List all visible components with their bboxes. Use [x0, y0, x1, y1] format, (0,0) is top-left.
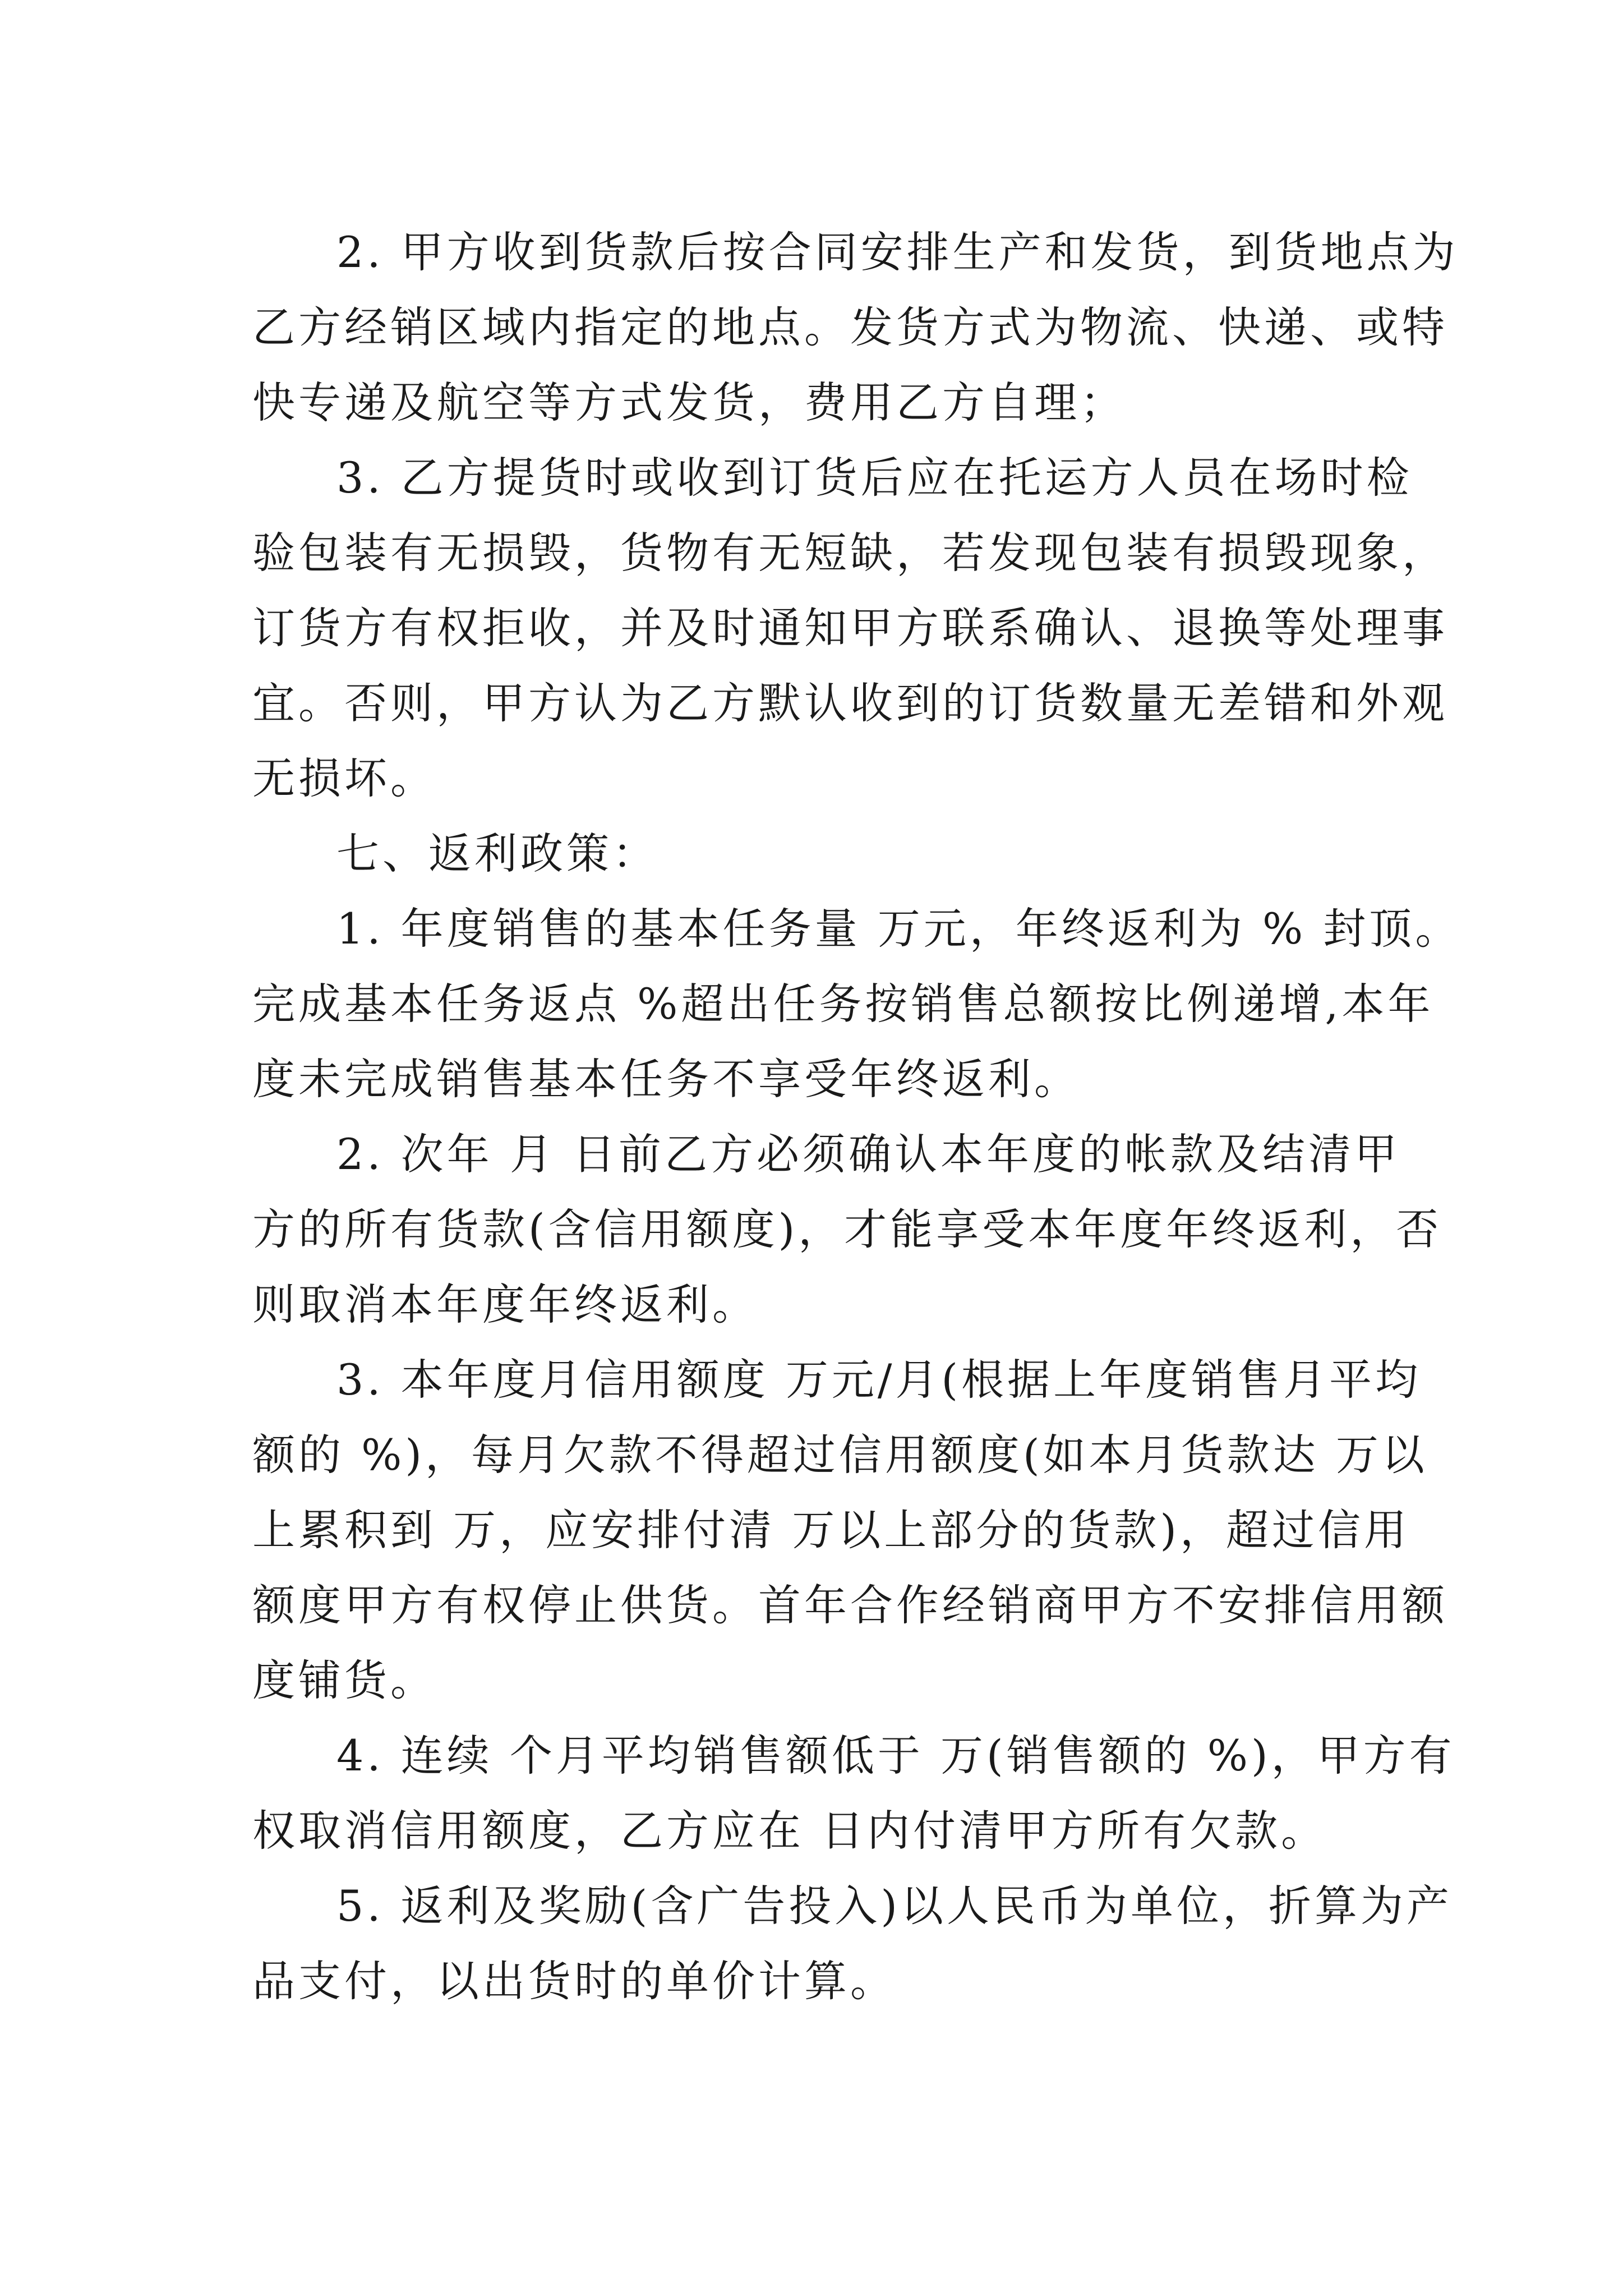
- text-line: 4. 连续 个月平均销售额低于 万(销售额的 %)，甲方有: [336, 1731, 1455, 1780]
- text-line: 则取消本年度年终返利。: [252, 1280, 758, 1329]
- text-line: 无损坏。: [252, 753, 436, 803]
- paragraph-delivery: [252, 215, 1459, 440]
- text-line: 3. 本年度月信用额度 万元/月(根据上年度销售月平均: [336, 1355, 1422, 1405]
- text-line: 订货方有权拒收，并及时通知甲方联系确认、退换等处理事: [252, 603, 1448, 653]
- paragraph-rebate-1: [252, 891, 1461, 1117]
- text-line: 1. 年度销售的基本任务量 万元，年终返利为 % 封顶。: [336, 904, 1461, 954]
- section-heading: 七、返利政策：: [336, 829, 658, 878]
- text-line: 方的所有货款(含信用额度)，才能享受本年度年终返利，否: [252, 1204, 1442, 1254]
- text-line: 2. 甲方收到货款后按合同安排生产和发货，到货地点为: [336, 227, 1459, 277]
- text-line: 额度甲方有权停止供货。首年合作经销商甲方不安排信用额: [252, 1580, 1448, 1630]
- text-line: 完成基本任务返点 %超出任务按销售总额按比例递增,本年: [252, 979, 1434, 1029]
- text-line: 5. 返利及奖励(含广告投入)以人民币为单位，折算为产: [336, 1881, 1453, 1931]
- text-line: 权取消信用额度，乙方应在 日内付清甲方所有欠款。: [252, 1806, 1327, 1856]
- section-heading-rebate-policy: [252, 816, 1396, 891]
- text-line: 宜。否则，甲方认为乙方默认收到的订货数量无差错和外观: [252, 678, 1448, 728]
- text-line: 上累积到 万，应安排付清 万以上部分的货款)，超过信用: [252, 1505, 1410, 1555]
- text-line: 额的 %)，每月欠款不得超过信用额度(如本月货款达 万以: [252, 1430, 1428, 1480]
- text-line: 验包装有无损毁，货物有无短缺，若发现包装有损毁现象，: [252, 528, 1448, 578]
- text-line: 3. 乙方提货时或收到订货后应在托运方人员在场时检: [336, 453, 1413, 503]
- paragraph-rebate-3: [252, 1342, 1448, 1718]
- text-line: 快专递及航空等方式发货，费用乙方自理；: [252, 378, 1126, 427]
- text-line: 2. 次年 月 日前乙方必须确认本年度的帐款及结清甲: [336, 1129, 1400, 1179]
- paragraph-inspection: [252, 440, 1448, 816]
- paragraph-rebate-4: [252, 1718, 1455, 1869]
- paragraph-rebate-5: [252, 1869, 1453, 2019]
- text-line: 度铺货。: [252, 1655, 436, 1705]
- text-line: 度未完成销售基本任务不享受年终返利。: [252, 1054, 1080, 1104]
- paragraph-rebate-2: [252, 1117, 1442, 1342]
- text-line: 品支付，以出货时的单价计算。: [252, 1956, 896, 2006]
- text-line: 乙方经销区域内指定的地点。发货方式为物流、快递、或特: [252, 302, 1448, 352]
